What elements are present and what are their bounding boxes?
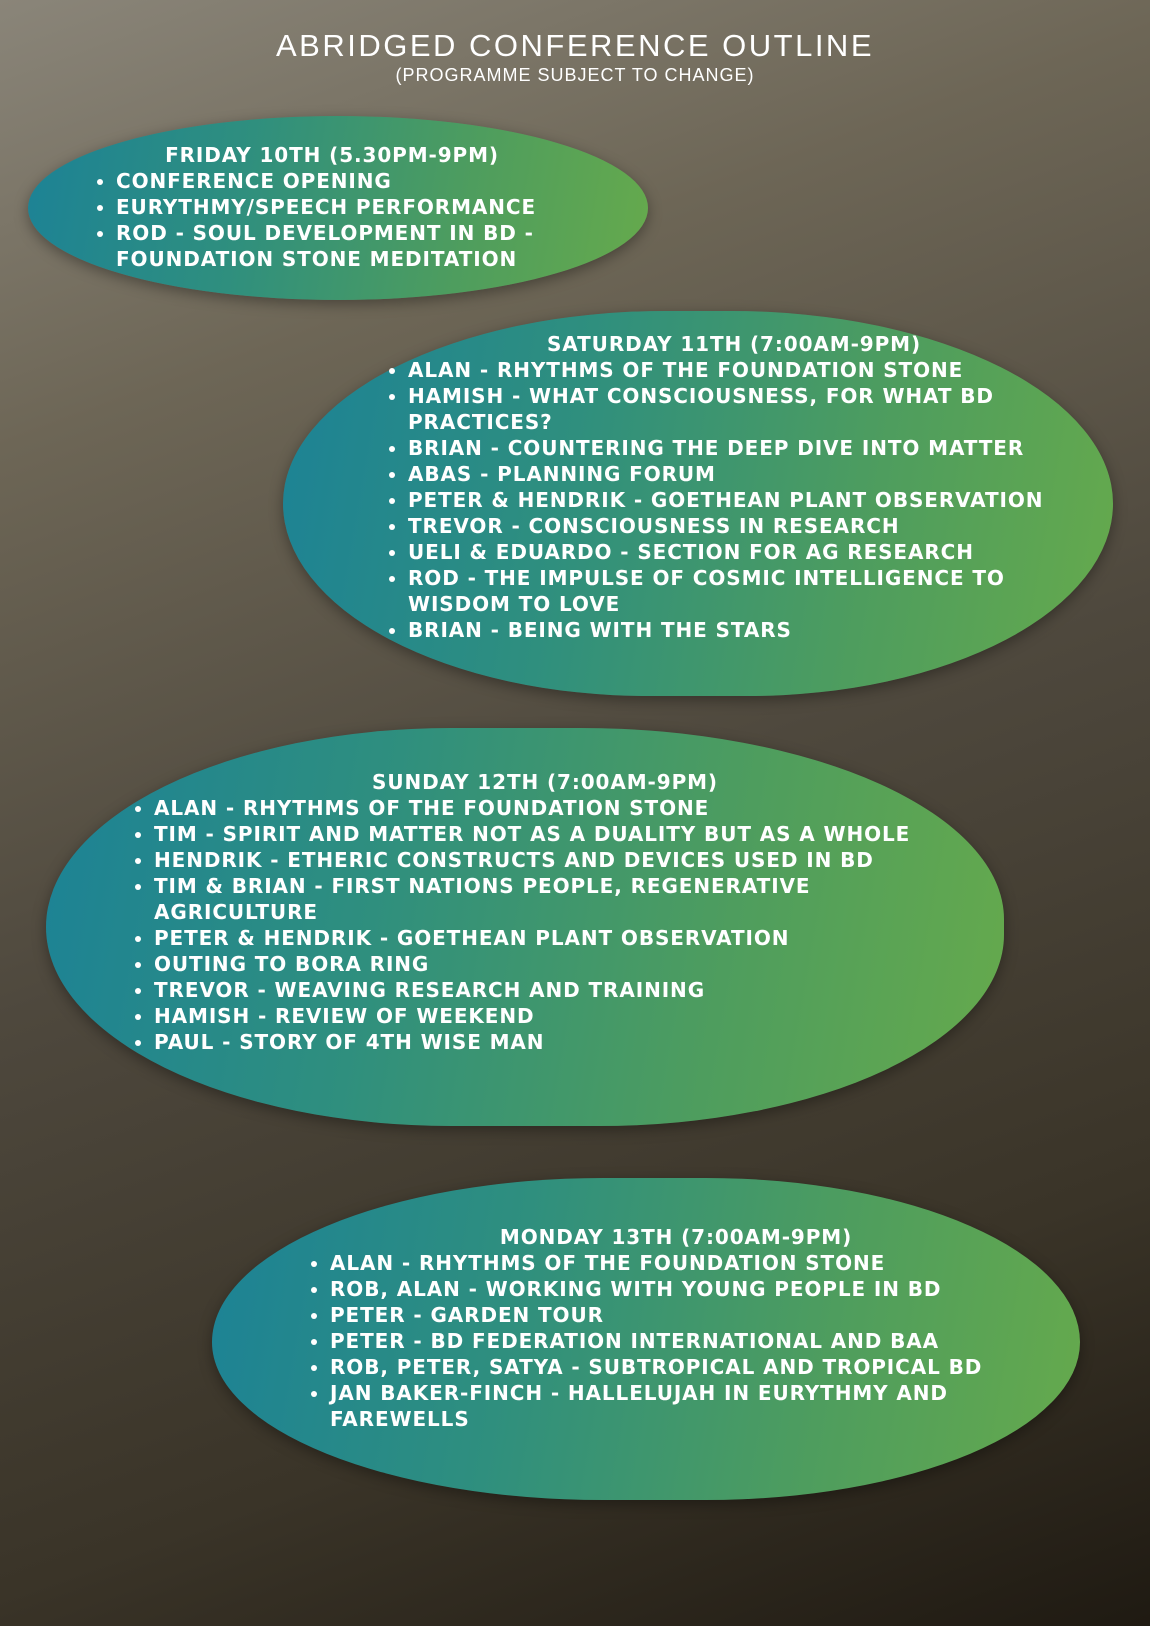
session-item: • PAUL - STORY OF 4TH WISE MAN: [154, 1029, 960, 1055]
session-item: • ALAN - RHYTHMS OF THE FOUNDATION STONE: [408, 357, 1084, 383]
session-item: • ALAN - RHYTHMS OF THE FOUNDATION STONE: [330, 1250, 1046, 1276]
session-list-friday: [92, 168, 612, 272]
session-item: • ABAS - PLANNING FORUM: [408, 461, 1084, 487]
page-title: ABRIDGED CONFERENCE OUTLINE: [275, 28, 874, 63]
session-item: • HAMISH - REVIEW OF WEEKEND: [154, 1003, 960, 1029]
day-heading-saturday: SATURDAY 11TH (7:00AM-9PM): [547, 332, 921, 356]
day-heading-friday: FRIDAY 10TH (5.30PM-9PM): [165, 143, 499, 167]
day-section-sunday: [130, 769, 960, 1055]
session-item: • PETER - BD FEDERATION INTERNATIONAL AND BAA: [330, 1328, 1046, 1354]
day-heading-sunday: SUNDAY 12TH (7:00AM-9PM): [372, 770, 718, 794]
day-section-monday: [306, 1224, 1046, 1432]
day-section-friday: [92, 142, 612, 272]
session-item: • PETER - GARDEN TOUR: [330, 1302, 1046, 1328]
session-item: • ROB, PETER, SATYA - SUBTROPICAL AND TROPICAL BD: [330, 1354, 1046, 1380]
session-item: • TIM - SPIRIT AND MATTER NOT AS A DUALITY BUT AS A WHOLE: [154, 821, 960, 847]
session-item: • JAN BAKER-FINCH - HALLELUJAH IN EURYTHMY AND FAREWELLS: [330, 1380, 1046, 1432]
session-item: • TREVOR - WEAVING RESEARCH AND TRAINING: [154, 977, 960, 1003]
day-heading-monday: MONDAY 13TH (7:00AM-9PM): [499, 1225, 853, 1249]
session-item: • CONFERENCE OPENING: [116, 168, 612, 194]
session-list-sunday: [130, 795, 960, 1055]
session-item: • BRIAN - COUNTERING THE DEEP DIVE INTO MATTER: [408, 435, 1084, 461]
session-item: • UELI & EDUARDO - SECTION FOR AG RESEARCH: [408, 539, 1084, 565]
session-item: • EURYTHMY/SPEECH PERFORMANCE: [116, 194, 612, 220]
session-item: • HENDRIK - ETHERIC CONSTRUCTS AND DEVICES USED IN BD: [154, 847, 960, 873]
session-item: • ROB, ALAN - WORKING WITH YOUNG PEOPLE IN BD: [330, 1276, 1046, 1302]
session-item: • OUTING TO BORA RING: [154, 951, 960, 977]
session-item: • TIM & BRIAN - FIRST NATIONS PEOPLE, REGENERATIVE AGRICULTURE: [154, 873, 960, 925]
session-list-monday: [306, 1250, 1046, 1432]
session-item: • BRIAN - BEING WITH THE STARS: [408, 617, 1084, 643]
session-item: • HAMISH - WHAT CONSCIOUSNESS, FOR WHAT BD PRACTICES?: [408, 383, 1084, 435]
day-section-saturday: [384, 331, 1084, 643]
session-item: • TREVOR - CONSCIOUSNESS IN RESEARCH: [408, 513, 1084, 539]
page-subtitle: (PROGRAMME SUBJECT TO CHANGE): [395, 65, 755, 85]
session-item: • PETER & HENDRIK - GOETHEAN PLANT OBSERVATION: [154, 925, 960, 951]
session-item: • ROD - THE IMPULSE OF COSMIC INTELLIGENCE TO WISDOM TO LOVE: [408, 565, 1084, 617]
session-list-saturday: [384, 357, 1084, 643]
session-item: • PETER & HENDRIK - GOETHEAN PLANT OBSERVATION: [408, 487, 1084, 513]
header: [0, 28, 1150, 86]
session-item: • ROD - SOUL DEVELOPMENT IN BD - FOUNDATION STONE MEDITATION: [116, 220, 612, 272]
session-item: • ALAN - RHYTHMS OF THE FOUNDATION STONE: [154, 795, 960, 821]
